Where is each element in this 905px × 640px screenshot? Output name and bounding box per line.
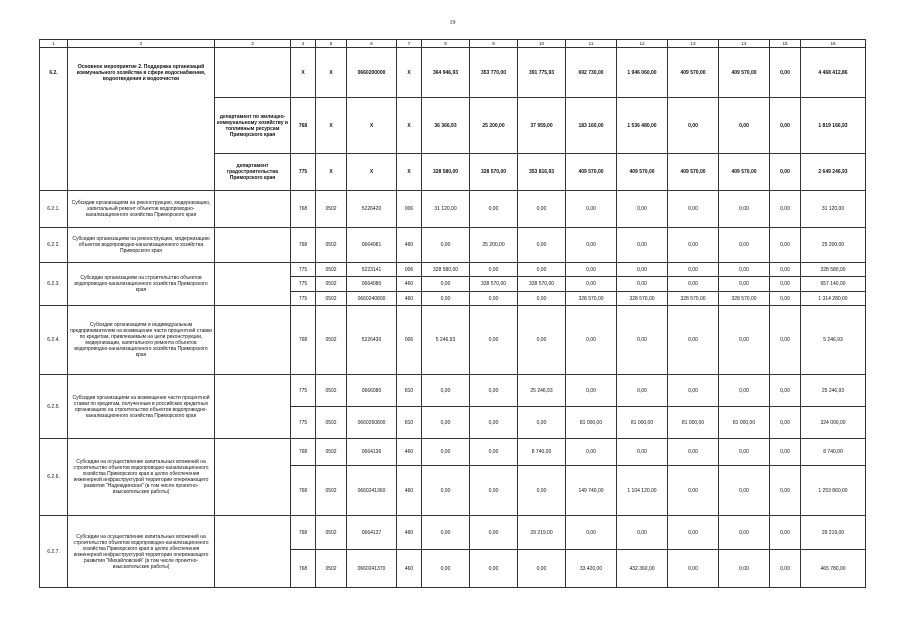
value-cell: 25 246,93 <box>518 375 566 407</box>
item-name: Субсидии организациям на возмещение части процентной ставки по кредитам, полученным в российских кредитных организациях на строительство объектов водопроводно-канализационного хозяйства Приморского края <box>68 375 215 439</box>
total-cell: 1 253 860,00 <box>801 466 866 516</box>
value-cell: 0,00 <box>668 277 719 292</box>
value-cell: 0,00 <box>719 439 770 466</box>
item-name <box>68 154 215 191</box>
value-cell: 1 946 060,00 <box>617 48 668 98</box>
value-cell: 0,00 <box>668 466 719 516</box>
code-type: 460 <box>397 439 422 466</box>
code-section: 0502 <box>316 407 347 439</box>
code-type: 006 <box>397 191 422 228</box>
code-target: X <box>347 154 397 191</box>
value-cell: 0,00 <box>566 439 617 466</box>
responsible-cell: департамент по жилищно-коммунальному хозяйству и топливным ресурсам Приморского края <box>215 98 291 154</box>
code-target: 0660241370 <box>347 550 397 588</box>
code-target: 0664080 <box>347 277 397 292</box>
header-cell: 12 <box>617 40 668 48</box>
value-cell: 0,00 <box>770 98 801 154</box>
code-section: 0502 <box>316 228 347 263</box>
value-cell: 0,00 <box>770 191 801 228</box>
code-type: 460 <box>397 550 422 588</box>
row-number: 6.2.3. <box>40 263 68 306</box>
total-cell: 657 140,00 <box>801 277 866 292</box>
value-cell: 0,00 <box>770 375 801 407</box>
header-cell: 16 <box>801 40 866 48</box>
total-cell: 2 649 246,93 <box>801 154 866 191</box>
value-cell: 328 570,00 <box>566 292 617 306</box>
responsible-cell <box>215 439 291 516</box>
value-cell: 0,00 <box>470 191 518 228</box>
code-target: 0660200000 <box>347 48 397 98</box>
value-cell: 0,00 <box>518 263 566 277</box>
value-cell: 328 570,00 <box>470 277 518 292</box>
total-cell: 5 246,93 <box>801 306 866 375</box>
header-cell: 3 <box>215 40 291 48</box>
code-grbs: 775 <box>291 407 316 439</box>
row-number: 6.2.2. <box>40 228 68 263</box>
code-target: 0666080 <box>347 375 397 407</box>
value-cell: 0,00 <box>719 277 770 292</box>
code-section: 0502 <box>316 191 347 228</box>
value-cell: 0,00 <box>470 306 518 375</box>
table-row <box>40 154 866 191</box>
value-cell: 0,00 <box>422 466 470 516</box>
code-section: 0502 <box>316 375 347 407</box>
header-cell: 6 <box>347 40 397 48</box>
value-cell: 0,00 <box>617 228 668 263</box>
code-grbs: 768 <box>291 191 316 228</box>
value-cell: 0,00 <box>470 466 518 516</box>
code-target: 0664136 <box>347 439 397 466</box>
value-cell: 0,00 <box>668 550 719 588</box>
item-name: Субсидии организациям на строительство объектов водопроводно-канализационного хозяйства Приморского края <box>68 263 215 306</box>
code-target: 5226430 <box>347 306 397 375</box>
item-name: Субсидии организациям на реконструкцию, модернизацию, капитальный ремонт объектов водопроводно-канализационного хозяйства Приморского края <box>68 191 215 228</box>
value-cell: 0,00 <box>770 516 801 550</box>
value-cell: 409 570,00 <box>719 48 770 98</box>
value-cell: 409 570,00 <box>719 154 770 191</box>
value-cell: 0,00 <box>770 263 801 277</box>
value-cell: 0,00 <box>668 191 719 228</box>
code-type: X <box>397 48 422 98</box>
value-cell: 0,00 <box>770 228 801 263</box>
value-cell: 0,00 <box>770 292 801 306</box>
table-row <box>40 191 866 228</box>
code-type: 006 <box>397 263 422 277</box>
value-cell: 391 775,93 <box>518 48 566 98</box>
row-number: 6.2.1. <box>40 191 68 228</box>
code-grbs: 768 <box>291 306 316 375</box>
header-cell: 10 <box>518 40 566 48</box>
code-section: X <box>316 154 347 191</box>
value-cell: 0,00 <box>518 407 566 439</box>
value-cell: 328 570,00 <box>719 292 770 306</box>
value-cell: 0,00 <box>566 228 617 263</box>
code-section: 0502 <box>316 263 347 277</box>
row-number <box>40 98 68 154</box>
responsible-cell <box>215 263 291 306</box>
value-cell: 0,00 <box>518 466 566 516</box>
value-cell: 36 366,93 <box>422 98 470 154</box>
total-cell: 29 219,00 <box>801 516 866 550</box>
value-cell: 409 570,00 <box>668 154 719 191</box>
value-cell: 0,00 <box>566 191 617 228</box>
value-cell: 0,00 <box>422 439 470 466</box>
value-cell: 33 420,00 <box>566 550 617 588</box>
value-cell: 0,00 <box>518 550 566 588</box>
value-cell: 0,00 <box>470 292 518 306</box>
code-type: 460 <box>397 292 422 306</box>
value-cell: 0,00 <box>719 550 770 588</box>
code-section: 0502 <box>316 277 347 292</box>
value-cell: 0,00 <box>770 154 801 191</box>
value-cell: 81 000,00 <box>566 407 617 439</box>
value-cell: 0,00 <box>422 292 470 306</box>
code-grbs: 768 <box>291 516 316 550</box>
value-cell: 328 570,00 <box>518 277 566 292</box>
responsible-cell <box>215 48 291 98</box>
value-cell: 0,00 <box>770 439 801 466</box>
value-cell: 0,00 <box>470 516 518 550</box>
page-number: 19 <box>449 20 456 26</box>
item-name: Субсидии на осуществление капитальных вложений на строительство объектов водопроводно-канализационного хозяйства Приморского края в целях обеспечения инженерной инфраструктурой территории опережающего развития "Михайловский" (в том числе проектно-изыскательские работы) <box>68 516 215 588</box>
value-cell: 0,00 <box>770 407 801 439</box>
code-section: 0502 <box>316 550 347 588</box>
value-cell: 328 570,00 <box>617 292 668 306</box>
value-cell: 0,00 <box>470 375 518 407</box>
code-grbs: 775 <box>291 292 316 306</box>
total-cell: 31 120,00 <box>801 191 866 228</box>
value-cell: 0,00 <box>719 466 770 516</box>
row-number: 6.2.5. <box>40 375 68 439</box>
code-grbs: 775 <box>291 263 316 277</box>
header-cell: 5 <box>316 40 347 48</box>
value-cell: 0,00 <box>518 228 566 263</box>
value-cell: 0,00 <box>719 263 770 277</box>
value-cell: 0,00 <box>470 407 518 439</box>
value-cell: 0,00 <box>668 263 719 277</box>
value-cell: 409 570,00 <box>617 154 668 191</box>
value-cell: 0,00 <box>770 550 801 588</box>
code-grbs: 768 <box>291 439 316 466</box>
value-cell: 0,00 <box>770 48 801 98</box>
code-type: 810 <box>397 407 422 439</box>
value-cell: 0,00 <box>470 263 518 277</box>
total-cell: 328 580,00 <box>801 263 866 277</box>
value-cell: 0,00 <box>566 263 617 277</box>
table-row <box>40 516 866 550</box>
code-target: X <box>347 98 397 154</box>
value-cell: 328 570,00 <box>668 292 719 306</box>
value-cell: 0,00 <box>668 375 719 407</box>
code-target: 0664081 <box>347 228 397 263</box>
table-row <box>40 48 866 98</box>
value-cell: 81 000,00 <box>719 407 770 439</box>
value-cell: 29 219,00 <box>518 516 566 550</box>
code-section: X <box>316 48 347 98</box>
value-cell: 409 570,00 <box>668 48 719 98</box>
header-cell: 8 <box>422 40 470 48</box>
code-type: 460 <box>397 228 422 263</box>
value-cell: 1 536 480,00 <box>617 98 668 154</box>
total-cell: 1 314 280,00 <box>801 292 866 306</box>
code-type: 460 <box>397 466 422 516</box>
value-cell: 0,00 <box>719 98 770 154</box>
code-section: 0502 <box>316 466 347 516</box>
row-number: 6.2.7. <box>40 516 68 588</box>
value-cell: 0,00 <box>518 191 566 228</box>
responsible-cell <box>215 306 291 375</box>
code-grbs: 775 <box>291 375 316 407</box>
code-type: 460 <box>397 516 422 550</box>
value-cell: 0,00 <box>470 550 518 588</box>
responsible-cell <box>215 516 291 588</box>
item-name: Субсидии организациям на реконструкцию, модернизацию объектов водопроводно-канализационного хозяйства Приморского края <box>68 228 215 263</box>
item-name: Субсидии на осуществление капитальных вложений на строительство объектов водопроводно-канализационного хозяйства Приморского края в целях обеспечения инженерной инфраструктурой территории опережающего развития "Надеждинская" (в том числе проектно-изыскательские работы) <box>68 439 215 516</box>
code-grbs: 768 <box>291 98 316 154</box>
value-cell: 328 570,00 <box>470 154 518 191</box>
row-number: 6.2.6. <box>40 439 68 516</box>
table-row <box>40 306 866 375</box>
total-cell: 4 468 412,86 <box>801 48 866 98</box>
header-cell: 4 <box>291 40 316 48</box>
value-cell: 328 580,00 <box>422 154 470 191</box>
value-cell: 0,00 <box>668 228 719 263</box>
value-cell: 0,00 <box>617 375 668 407</box>
value-cell: 0,00 <box>617 191 668 228</box>
code-grbs: X <box>291 48 316 98</box>
code-section: X <box>316 98 347 154</box>
code-grbs: 768 <box>291 550 316 588</box>
value-cell: 692 730,00 <box>566 48 617 98</box>
code-type: 460 <box>397 277 422 292</box>
responsible-cell: департамент градостроительства Приморского края <box>215 154 291 191</box>
code-target: 0664137 <box>347 516 397 550</box>
total-cell: 324 000,00 <box>801 407 866 439</box>
code-grbs: 775 <box>291 154 316 191</box>
code-type: X <box>397 154 422 191</box>
code-type: 006 <box>397 306 422 375</box>
code-target: 0660260800 <box>347 407 397 439</box>
value-cell: 0,00 <box>668 516 719 550</box>
value-cell: 364 946,93 <box>422 48 470 98</box>
code-type: X <box>397 98 422 154</box>
value-cell: 81 000,00 <box>617 407 668 439</box>
header-cell: 7 <box>397 40 422 48</box>
value-cell: 0,00 <box>719 228 770 263</box>
value-cell: 0,00 <box>719 191 770 228</box>
table-row <box>40 263 866 277</box>
code-section: 0502 <box>316 292 347 306</box>
value-cell: 149 740,00 <box>566 466 617 516</box>
table-row <box>40 375 866 407</box>
header-cell: 13 <box>668 40 719 48</box>
value-cell: 25 200,00 <box>470 228 518 263</box>
value-cell: 31 120,00 <box>422 191 470 228</box>
value-cell: 0,00 <box>719 516 770 550</box>
value-cell: 0,00 <box>719 375 770 407</box>
value-cell: 37 959,00 <box>518 98 566 154</box>
header-cell: 9 <box>470 40 518 48</box>
table-row <box>40 98 866 154</box>
responsible-cell <box>215 228 291 263</box>
value-cell: 0,00 <box>422 550 470 588</box>
header-cell: 2 <box>68 40 215 48</box>
code-section: 0502 <box>316 439 347 466</box>
value-cell: 0,00 <box>770 306 801 375</box>
value-cell: 0,00 <box>719 306 770 375</box>
value-cell: 0,00 <box>422 407 470 439</box>
item-name: Основное мероприятие 2. Поддержка организаций коммунального хозяйства в сфере водоснабжения, водоотведения и водоочистки <box>68 48 215 98</box>
value-cell: 0,00 <box>668 439 719 466</box>
value-cell: 1 104 120,00 <box>617 466 668 516</box>
responsible-cell <box>215 191 291 228</box>
value-cell: 0,00 <box>770 466 801 516</box>
header-cell: 14 <box>719 40 770 48</box>
code-target: 0660241360 <box>347 466 397 516</box>
item-name <box>68 98 215 154</box>
value-cell: 0,00 <box>422 277 470 292</box>
value-cell: 81 000,00 <box>668 407 719 439</box>
value-cell: 353 816,93 <box>518 154 566 191</box>
code-target: 5223141 <box>347 263 397 277</box>
value-cell: 0,00 <box>617 263 668 277</box>
header-cell: 15 <box>770 40 801 48</box>
value-cell: 328 580,00 <box>422 263 470 277</box>
code-grbs: 768 <box>291 228 316 263</box>
total-cell: 25 200,00 <box>801 228 866 263</box>
value-cell: 0,00 <box>422 228 470 263</box>
row-number <box>40 154 68 191</box>
value-cell: 25 200,00 <box>470 98 518 154</box>
value-cell: 0,00 <box>566 516 617 550</box>
code-section: 0502 <box>316 516 347 550</box>
value-cell: 183 160,00 <box>566 98 617 154</box>
code-target: 5226420 <box>347 191 397 228</box>
code-type: 810 <box>397 375 422 407</box>
header-row <box>40 40 866 48</box>
value-cell: 0,00 <box>617 277 668 292</box>
value-cell: 0,00 <box>617 439 668 466</box>
value-cell: 432 360,00 <box>617 550 668 588</box>
value-cell: 0,00 <box>422 375 470 407</box>
code-grbs: 775 <box>291 277 316 292</box>
value-cell: 353 770,00 <box>470 48 518 98</box>
total-cell: 25 246,93 <box>801 375 866 407</box>
value-cell: 0,00 <box>566 306 617 375</box>
value-cell: 5 246,93 <box>422 306 470 375</box>
value-cell: 0,00 <box>518 292 566 306</box>
value-cell: 409 570,00 <box>566 154 617 191</box>
code-section: 0502 <box>316 306 347 375</box>
responsible-cell <box>215 375 291 439</box>
table-row <box>40 439 866 466</box>
value-cell: 0,00 <box>422 516 470 550</box>
code-grbs: 768 <box>291 466 316 516</box>
value-cell: 0,00 <box>770 277 801 292</box>
value-cell: 0,00 <box>617 516 668 550</box>
value-cell: 0,00 <box>668 98 719 154</box>
value-cell: 8 740,00 <box>518 439 566 466</box>
value-cell: 0,00 <box>470 439 518 466</box>
table-row <box>40 228 866 263</box>
total-cell: 1 819 166,93 <box>801 98 866 154</box>
total-cell: 465 780,00 <box>801 550 866 588</box>
value-cell: 0,00 <box>518 306 566 375</box>
value-cell: 0,00 <box>668 306 719 375</box>
item-name: Субсидии организациям и индивидуальным предпринимателям на возмещение части процентной ставки по кредитам, привлекаемым на цели реконструкции, модернизации, капитального ремонта объектов водопроводно-канализационного хозяйства Приморского края <box>68 306 215 375</box>
budget-table <box>39 39 866 588</box>
row-number: 6.2. <box>40 48 68 98</box>
header-cell: 11 <box>566 40 617 48</box>
row-number: 6.2.4. <box>40 306 68 375</box>
code-target: 0660240800 <box>347 292 397 306</box>
value-cell: 0,00 <box>566 375 617 407</box>
total-cell: 8 740,00 <box>801 439 866 466</box>
value-cell: 0,00 <box>617 306 668 375</box>
header-cell: 1 <box>40 40 68 48</box>
value-cell: 0,00 <box>566 277 617 292</box>
